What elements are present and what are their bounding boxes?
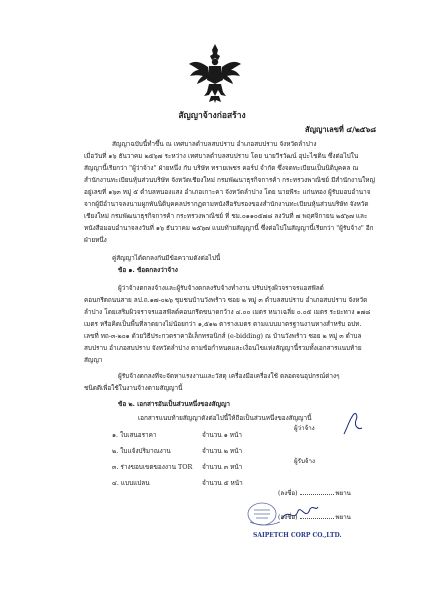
clause-1-line-5: เลขที่ ทถ-๓-๒๐๑ ด้วยวิธีประกวดราคาอิเล็กทรอนิกส์ (e-bidding) ณ บ้านวังพร้าว ซอย ๒ หมู่ ๓ ตำบล [84, 332, 362, 340]
intro-line-9: ฝ่ายหนึ่ง [84, 236, 107, 244]
garuda-emblem-icon [187, 40, 243, 104]
clause-1-heading: ข้อ ๑. ข้อตกลงว่าจ้าง [118, 266, 178, 274]
sign-label: (ลงชื่อ) [278, 490, 298, 497]
clause-2-intro: เอกสารแนบท้ายสัญญาดังต่อไปนี้ให้ถือเป็นส่วนหนึ่งของสัญญานี้ [138, 414, 312, 422]
clause-1-line-7: สัญญา [84, 356, 103, 364]
attachment-row [112, 446, 312, 456]
intro-line-2: เมื่อวันที่ ๑๖ ธันวาคม ๒๕๖๗ ระหว่าง เทศบาลตำบลสบปราบ โดย นายวีรวัฒน์ อุปะไชติน ซึ่งต่อไปใน [84, 152, 359, 160]
agreement-line: คู่สัญญาได้ตกลงกันมีข้อความดังต่อไปนี้ [112, 254, 221, 262]
attachment-row [112, 478, 312, 488]
witness-label: พยาน [335, 514, 351, 521]
handwritten-signature-icon [340, 410, 364, 438]
attachment-name: ๒. ใบแจ้งปริมาณงาน [112, 447, 171, 455]
employer-label: ผู้ว่าจ้าง [294, 425, 315, 432]
intro-line-6: จากผู้มีอำนาจลงนามผูกพันนิติบุคคลปรากฏตามหนังสือรับรองของสำนักงานทะเบียนหุ้นส่วนบริษัท จังหวัด [84, 200, 369, 208]
clause-2-heading: ข้อ ๒. เอกสารอันเป็นส่วนหนึ่งของสัญญา [118, 400, 230, 408]
intro-line-7: เชียงใหม่ กรมพัฒนาธุรกิจการค้า กระทรวงพาณิชย์ ที่ ชม.๐๑๑๐๕๗๘ ลงวันที่ ๗ พฤศจิกายน ๒๕๖๗ และ [84, 212, 368, 220]
intro-line-3: สัญญานี้เรียกว่า "ผู้ว่าจ้าง" ฝ่ายหนึ่ง กับ บริษัท ทรายเพชร คอร์ป จำกัด ซึ่งจดทะเบียนเป็นนิติบุคคล ณ [84, 164, 359, 172]
intro-line-4: สำนักงานทะเบียนหุ้นส่วนบริษัท จังหวัดเชียงใหม่ กรมพัฒนาธุรกิจการค้า กระทรวงพาณิชย์ มีสำนักงานใหญ่ [84, 176, 375, 184]
attachment-name: ๑. ใบเสนอราคา [112, 431, 157, 439]
attachment-qty: จำนวน ๓ หน้า [202, 463, 243, 471]
clause-1-line-4: เมตร หรือคิดเป็นพื้นที่ลาดยางไม่น้อยกว่า ๑,๕๑๒ ตารางเมตร ตามแบบมาตรฐานงานทางสำหรับ อปท. [84, 320, 362, 328]
attachment-row [112, 462, 312, 472]
witness-label: พยาน [335, 490, 351, 497]
stamp-company-name: SAIPETCH CORP CO.,LTD. [253, 532, 342, 539]
clause-1-line-6: สบปราบ อำเภอสบปราบ จังหวัดลำปาง ตามข้อกำหนดและเงื่อนไขแห่งสัญญานี้รวมทั้งเอกสารแนบท้าย [84, 344, 362, 352]
materials-line-1: ผู้รับจ้างตกลงที่จะจัดหาแรงงานและวัสดุ เครื่องมือเครื่องใช้ ตลอดจนอุปกรณ์ต่างๆ [118, 372, 340, 380]
intro-line-1: สัญญาฉบับนี้ทำขึ้น ณ เทศบาลตำบลสบปราบ อำเภอสบปราบ จังหวัดลำปาง [112, 140, 317, 148]
attachment-row [112, 430, 312, 440]
attachment-name: ๓. ร่างขอบเขตของงาน TOR [112, 463, 193, 471]
intro-line-5: อยู่เลขที่ ๑๖๓ หมู่ ๕ ตำบลหนองแสง อำเภอเกาะคา จังหวัดลำปาง โดย นายพีระ แก่นทอง ผู้รับมอบอำนาจ [84, 188, 371, 196]
employer-sign-label [294, 423, 315, 433]
contract-number: สัญญาเลขที่ ๔/๒๕๖๘ [305, 125, 376, 134]
intro-line-8: หนังสือมอบอำนาจลงวันที่ ๑๖ ธันวาคม ๒๕๖๗ แนบท้ายสัญญานี้ ซึ่งต่อไปในสัญญานี้เรียกว่า "ผู้รับจ้าง" อีก [84, 224, 374, 232]
attachment-qty: จำนวน ๑ หน้า [202, 431, 242, 439]
clause-1-line-3: ลำปาง โดยเสริมผิวจราจรแอสฟัลต์คอนกรีตขนาดกว้าง ๔.๐๐ เมตร หนาเฉลี่ย ๐.๐๕ เมตร ระยะทาง ๑๗๘ [84, 308, 371, 316]
contractor-label: ผู้รับจ้าง [294, 458, 315, 465]
contractor-sign-label [294, 456, 315, 466]
materials-line-2: ชนิดดีเพื่อใช้ในงานจ้างตามสัญญานี้ [84, 384, 183, 392]
clause-1-line-2: คอนกรีตถนนสาย ลป.ถ.๑๗-๐๒๖ ชุมชนบ้านวังพร้าว ซอย ๒ หมู่ ๓ ตำบลสบปราบ อำเภอสบปราบ จังหวัด [84, 296, 368, 304]
attachment-name: ๔. แบบแปลน [112, 479, 150, 487]
document-title: สัญญาจ้างก่อสร้าง [178, 111, 246, 121]
sign-label: (ลงชื่อ) [278, 514, 298, 521]
attachment-qty: จำนวน ๒ หน้า [202, 447, 243, 455]
handwritten-signature-icon [280, 503, 320, 525]
attachment-qty: จำนวน ๕ หน้า [202, 479, 243, 487]
clause-1-line-1: ผู้ว่าจ้างตกลงจ้างและผู้รับจ้างตกลงรับจ้างทำงาน ปรับปรุงผิวจราจรแอสฟัลต์ [118, 284, 324, 292]
